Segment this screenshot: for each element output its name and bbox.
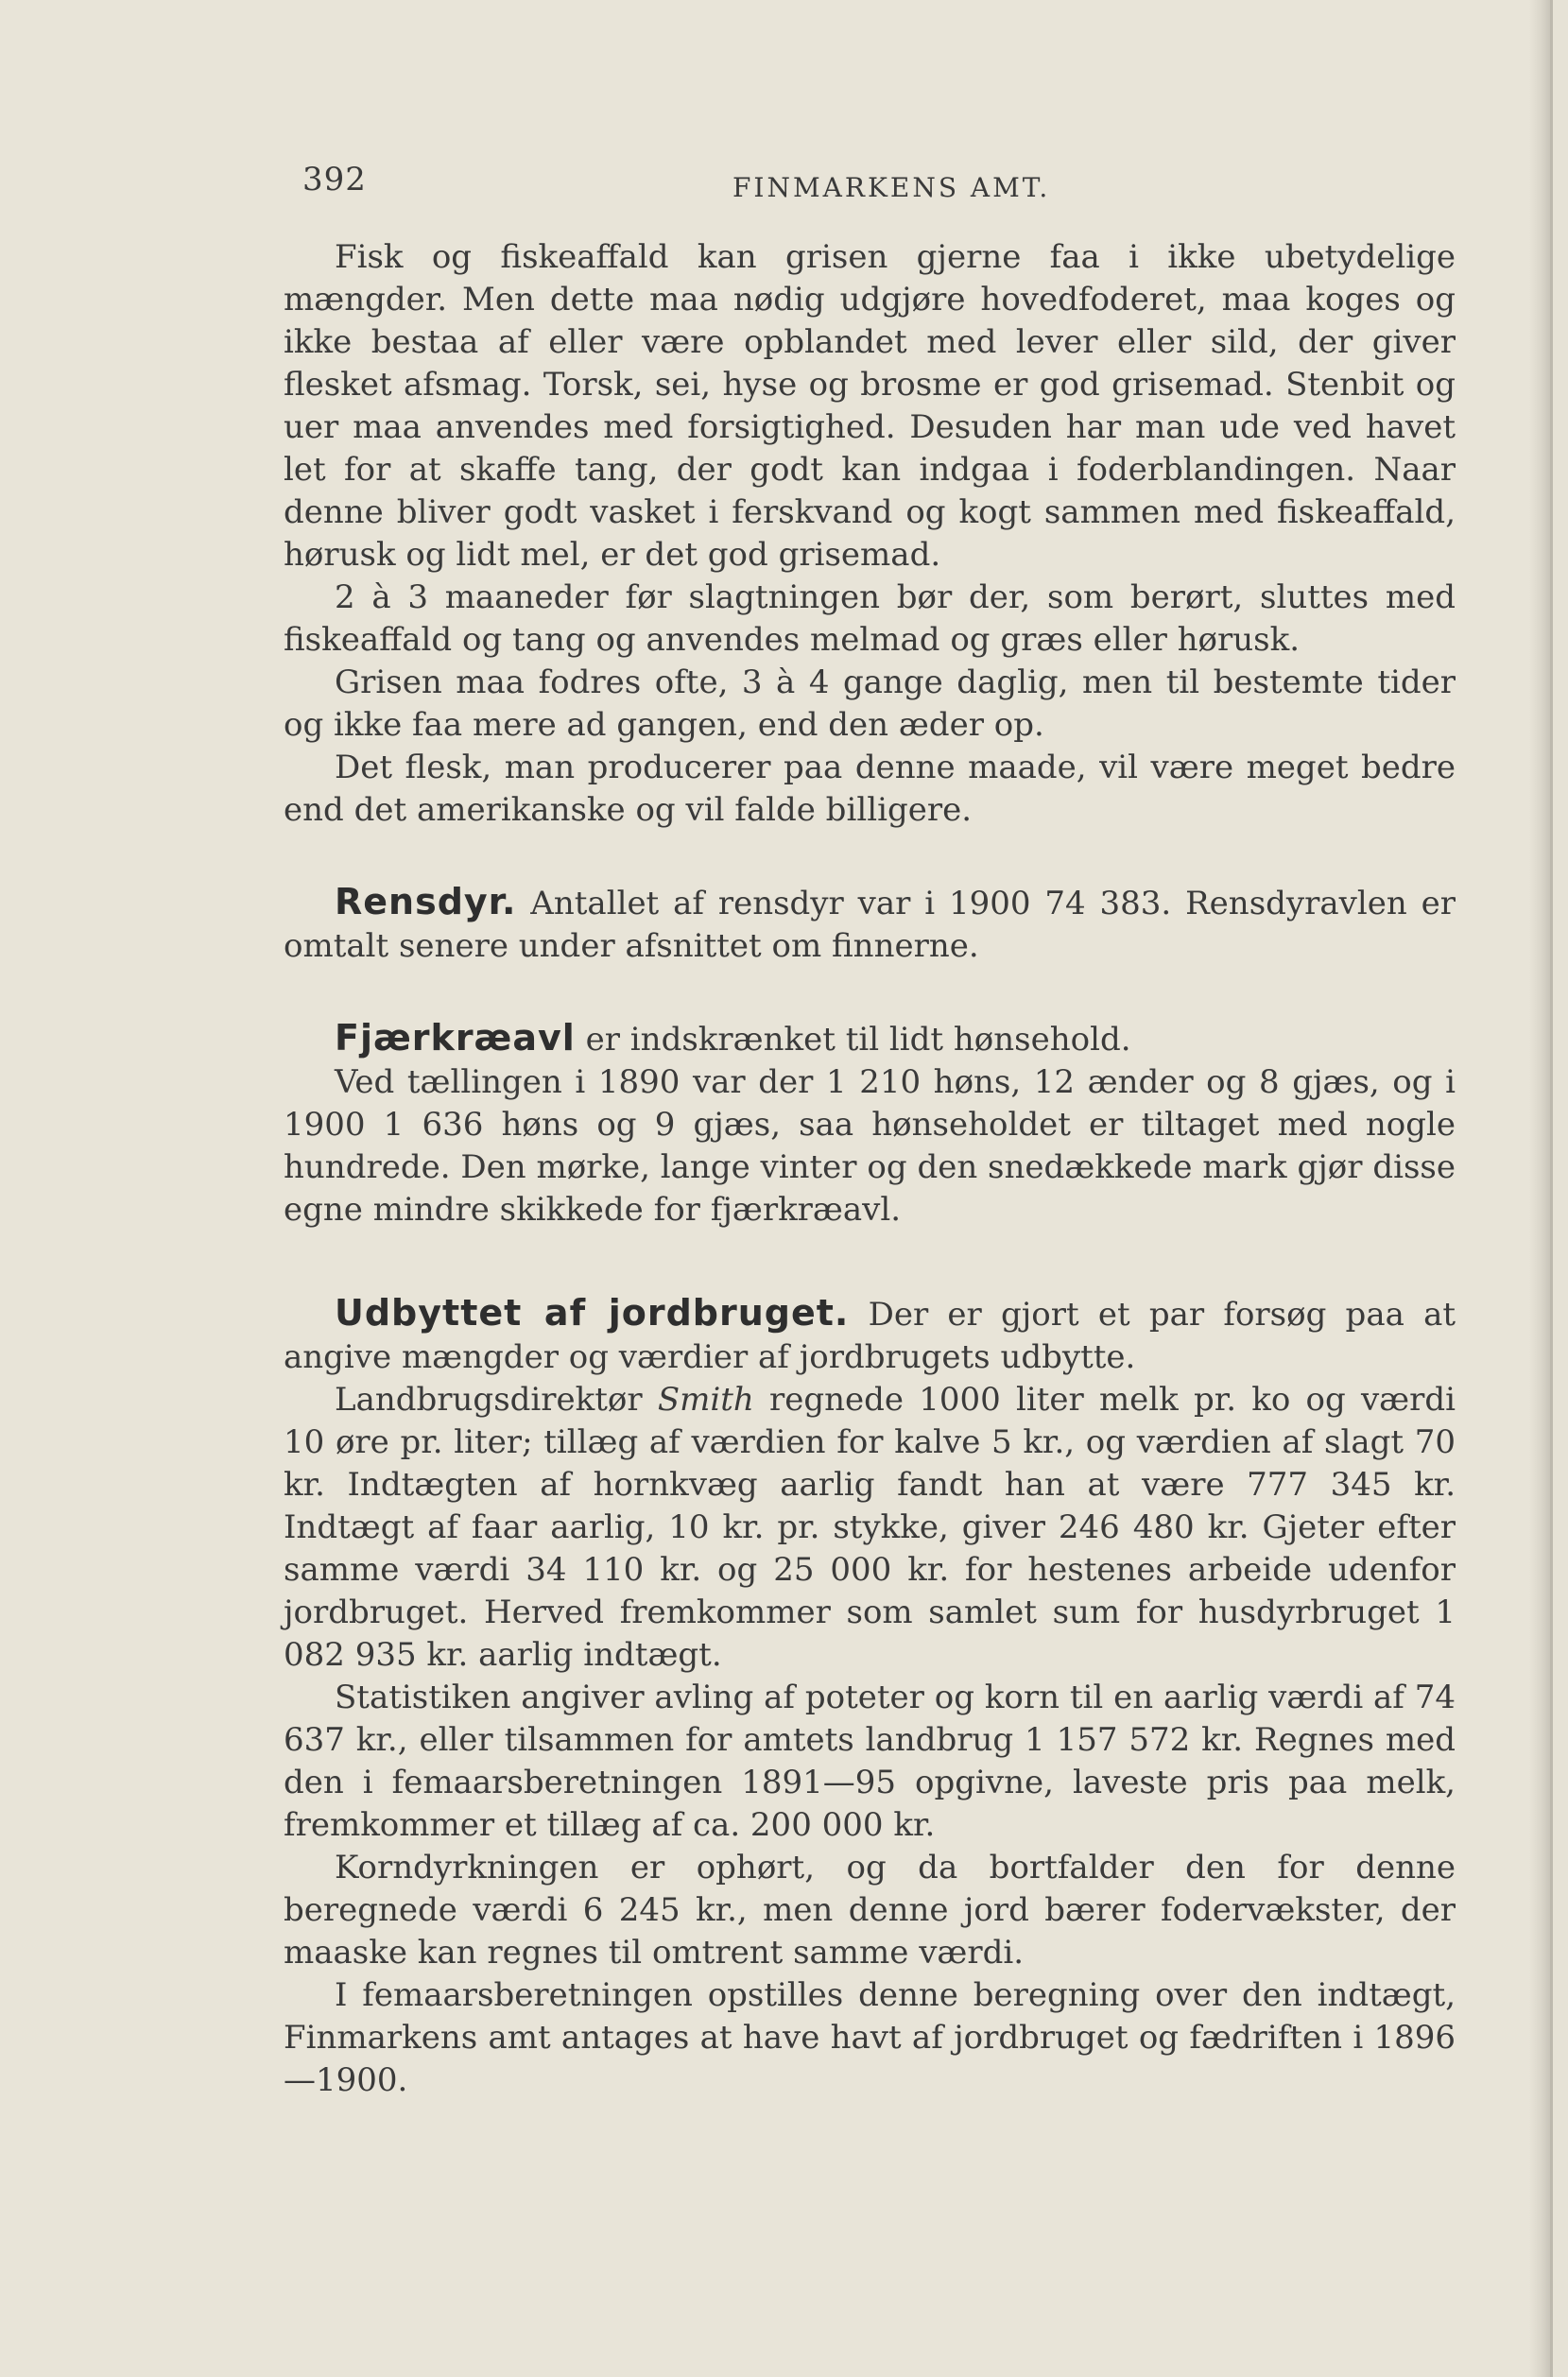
section-udbyttet: [284, 1292, 1456, 1379]
paragraph-grain: Korndyrkningen er ophørt, og da bortfalder den for denne beregnede værdi 6 245 kr., men denne jord bærer fodervækster, der maaske kan regnes til omtrent samme værdi.: [284, 1849, 1456, 1972]
heading-fjaerkraeavl: Fjærkræavl: [335, 1017, 576, 1059]
section-fjaerkraeavl: [284, 1017, 1456, 1061]
page-number: 392: [302, 161, 367, 198]
rensdyr-text: Antallet af rensdyr var i 1900 74 383. Rensdyravlen er omtalt senere under afsnittet om finnerne.: [284, 885, 1456, 965]
paragraph-statistics: Statistiken angiver avling af poteter og korn til en aarlig værdi af 74 637 kr., eller tilsammen for amtets landbrug 1 157 572 kr. Regnes med den i femaarsberetningen 1891—95 opgivne, laveste pris paa melk, fremkommer et tillæg af ca. 200 000 kr.: [284, 1679, 1456, 1844]
paragraph-five-year-report: I femaarsberetningen opstilles denne beregning over den indtægt, Finmarkens amt antages at have havt af jordbruget og fædriften i 1896—1900.: [284, 1976, 1456, 2099]
paragraph-fish-feed: Fisk og fiskeaffald kan grisen gjerne faa i ikke ubetydelige mængder. Men dette maa nødig udgjøre hovedfoderet, maa koges og ikke bestaa af eller være opblandet med lever eller sild, der giver flesket afsmag. Torsk, sei, hyse og brosme er god grisemad. Stenbit og uer maa anvendes med forsigtighed. Desuden har man ude ved havet let for at skaffe tang, der godt kan indgaa i foderblandingen. Naar denne bliver godt vasket i ferskvand og kogt sammen med fiskeaffald, hørusk og lidt mel, er det god grisemad.: [284, 238, 1456, 574]
page-edge: [1529, 0, 1550, 2377]
smith-name: Smith: [657, 1381, 754, 1419]
smith-text-b: regnede 1000 liter melk pr. ko og værdi 10 øre pr. liter; tillæg af værdien for kalve 5 kr., og værdien af slagt 70 kr. Indtægten af hornkvæg aarlig fandt han at være 777 345 kr. Indtægt af faar aarlig, 10 kr. pr. stykke, giver 246 480 kr. Gjeter efter samme værdi 34 110 kr. og 25 000 kr. for hestenes arbeide udenfor jordbruget. Herved fremkommer som samlet sum for husdyrbruget 1 082 935 kr. aarlig indtægt.: [284, 1381, 1456, 1674]
body-text: [284, 236, 1456, 2102]
paragraph-poultry-counts: Ved tællingen i 1890 var der 1 210 høns, 12 ænder og 8 gjæs, og i 1900 1 636 høns og 9 gjæs, saa hønseholdet er tiltaget med nogle hundrede. Den mørke, lange vinter og den snedækkede mark gjør disse egne mindre skikkede for fjærkræavl.: [284, 1063, 1456, 1229]
paragraph-before-slaughter: 2 à 3 maaneder før slagtningen bør der, som berørt, sluttes med fiskeaffald og tang og anvendes melmad og græs eller hørusk.: [284, 578, 1456, 659]
page-header: [302, 161, 1248, 217]
heading-rensdyr: Rensdyr.: [335, 881, 517, 922]
section-rensdyr: [284, 881, 1456, 968]
smith-text-a: Landbrugsdirektør: [335, 1381, 658, 1419]
paragraph-pork-quality: Det flesk, man producerer paa denne maade, vil være meget bedre end det amerikanske og vil falde billigere.: [284, 749, 1456, 829]
heading-udbyttet: Udbyttet af jordbruget.: [335, 1292, 850, 1334]
paragraph-feeding-frequency: Grisen maa fodres ofte, 3 à 4 gange daglig, men til bestemte tider og ikke faa mere ad gangen, end den æder op.: [284, 663, 1456, 744]
running-title: FINMARKENS AMT.: [732, 172, 1051, 203]
udbyttet-text: Der er gjort et par forsøg paa at angive mængder og værdier af jordbrugets udbytte.: [284, 1296, 1456, 1376]
paragraph-smith-calculation: [284, 1379, 1456, 1677]
fjaerkraeavl-text: er indskrænket til lidt hønsehold.: [575, 1021, 1131, 1059]
